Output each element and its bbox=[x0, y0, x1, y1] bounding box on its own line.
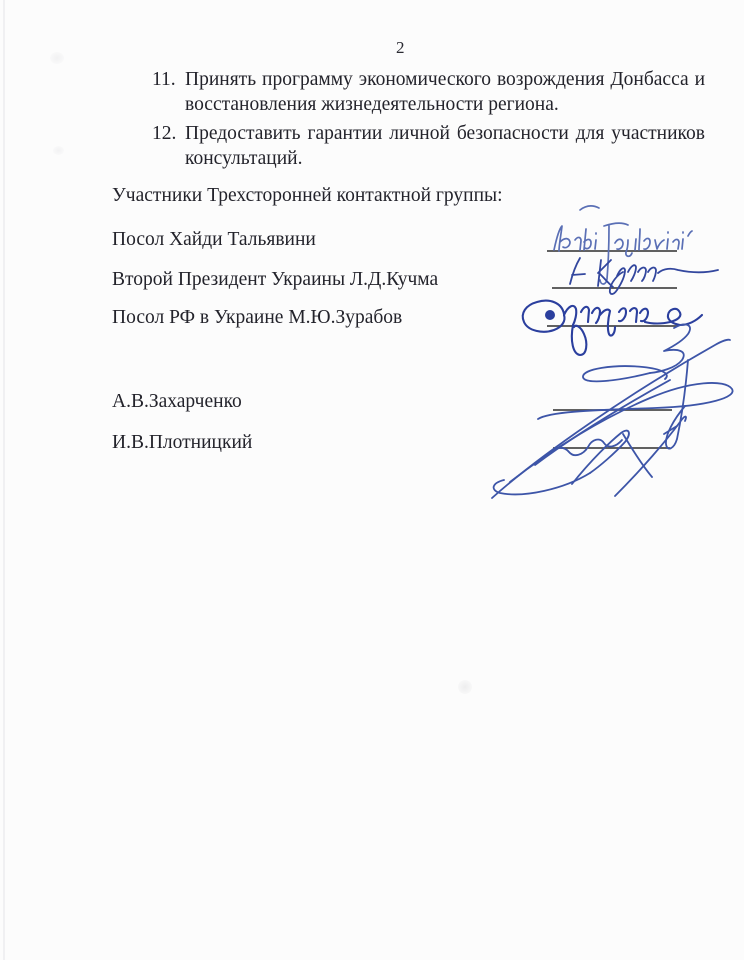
list-item-12 bbox=[152, 121, 705, 171]
scan-edge-artifact bbox=[3, 0, 5, 960]
signature-block bbox=[480, 195, 744, 510]
signatory-label-zurabov: Посол РФ в Украине М.Ю.Зурабов bbox=[112, 307, 403, 328]
signature-zakharchenko-icon bbox=[492, 324, 733, 498]
signatory-label-zakharchenko: А.В.Захарченко bbox=[112, 391, 242, 412]
list-item-text: Предоставить гарантии личной безопасности для участников консультаций. bbox=[185, 123, 705, 169]
signatory-label-tagliavini: Посол Хайди Тальявини bbox=[112, 229, 316, 250]
list-item-11 bbox=[152, 67, 705, 117]
zurabov-ink-dot bbox=[545, 310, 555, 320]
scan-artifact bbox=[458, 680, 472, 694]
scan-artifact bbox=[53, 146, 64, 155]
list-item-text: Принять программу экономического возрождения Донбасса и восстановления жизнедеятельности региона. bbox=[185, 69, 705, 115]
scan-artifact bbox=[50, 52, 64, 64]
participants-heading: Участники Трехсторонней контактной группы: bbox=[112, 185, 503, 206]
page-number: 2 bbox=[396, 38, 405, 57]
list-item-number: 11. bbox=[152, 69, 176, 90]
list-item-number: 12. bbox=[152, 123, 177, 144]
signatory-label-plotnitsky: И.В.Плотницкий bbox=[112, 432, 253, 453]
signatory-label-kuchma: Второй Президент Украины Л.Д.Кучма bbox=[112, 269, 439, 290]
numbered-list bbox=[152, 67, 705, 175]
